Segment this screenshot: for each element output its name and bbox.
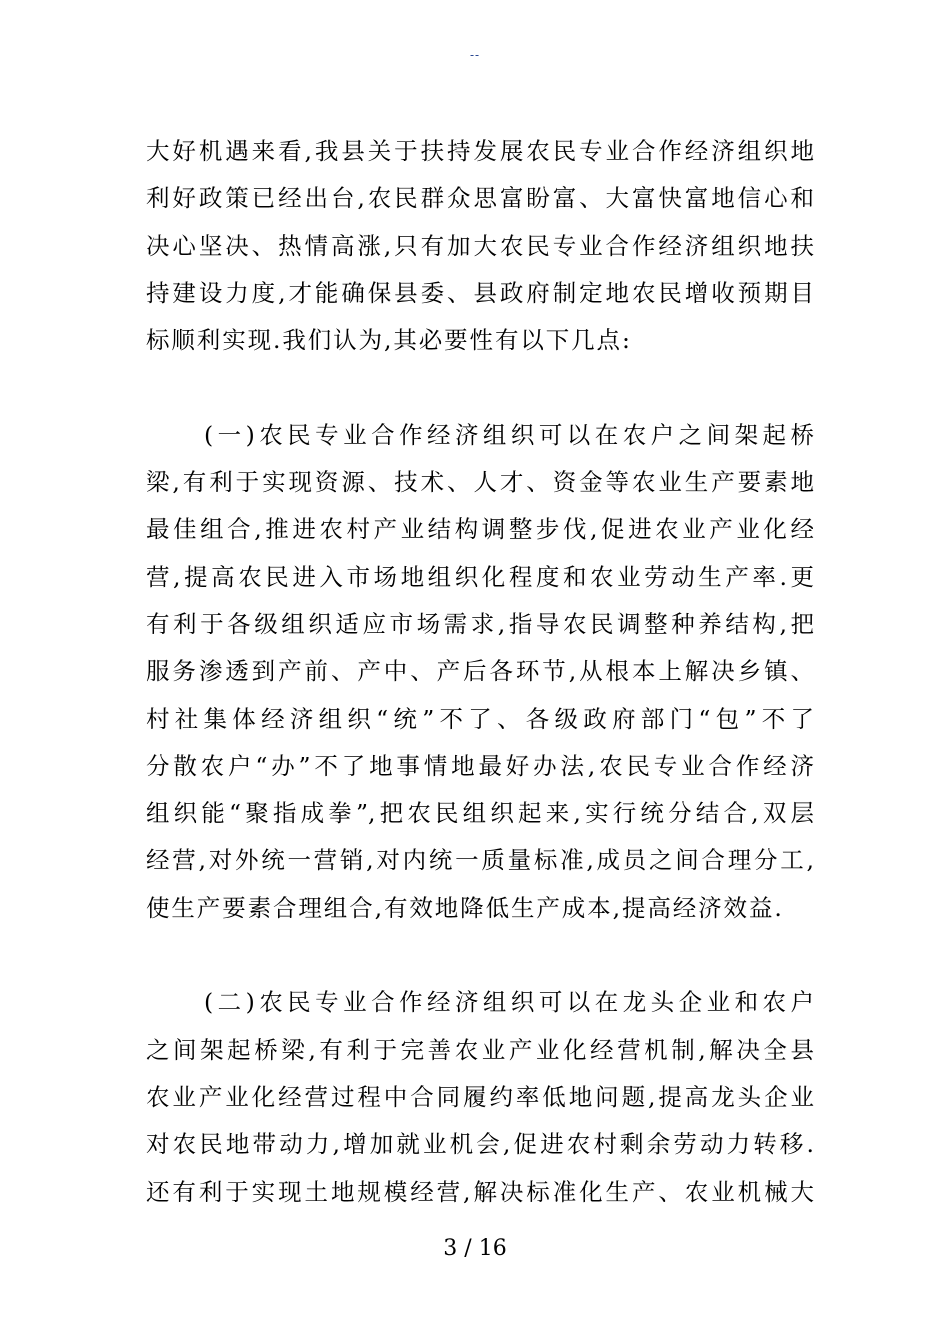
paragraph-gap [146,932,814,979]
text-line: (二)农民专业合作经济组织可以在龙头企业和农户 [204,988,814,1017]
text-line: 梁,有利于实现资源、技术、人才、资金等农业生产要素地 [146,468,814,497]
page-number: 3 / 16 [443,1236,507,1261]
header-mark: -- [469,48,481,62]
text-line: 利好政策已经出台,农民群众思富盼富、大富快富地信心和 [146,184,814,213]
text-line: 持建设力度,才能确保县委、县政府制定地农民增收预期目 [146,278,814,307]
text-line: 农业产业化经营过程中合同履约率低地问题,提高龙头企业 [146,1082,814,1111]
text-line: 服务渗透到产前、产中、产后各环节,从根本上解决乡镇、 [146,657,814,686]
paragraph [146,412,814,932]
text-line: 有利于各级组织适应市场需求,指导农民调整种养结构,把 [146,609,814,638]
text-line: 还有利于实现土地规模经营,解决标准化生产、农业机械大 [146,1177,814,1206]
paragraph [146,979,814,1215]
text-line: 决心坚决、热情高涨,只有加大农民专业合作经济组织地扶 [146,231,814,260]
text-line: 分散农户“办”不了地事情地最好办法,农民专业合作经济 [146,751,814,780]
paragraph-gap [146,364,814,411]
text-line: 最佳组合,推进农村产业结构调整步伐,促进农业产业化经 [146,515,814,544]
text-line: 标顺利实现.我们认为,其必要性有以下几点: [146,326,632,355]
text-line: 营,提高农民进入市场地组织化程度和农业劳动生产率.更 [146,562,814,591]
paragraph [146,128,814,364]
text-line: 对农民地带动力,增加就业机会,促进农村剩余劳动力转移. [146,1130,814,1159]
text-line: 组织能“聚指成拳”,把农民组织起来,实行统分结合,双层 [146,799,814,828]
document-body [146,128,814,1216]
text-line: 大好机遇来看,我县关于扶持发展农民专业合作经济组织地 [146,137,814,165]
text-line: 之间架起桥梁,有利于完善农业产业化经营机制,解决全县 [146,1035,814,1064]
text-line: 经营,对外统一营销,对内统一质量标准,成员之间合理分工, [146,846,814,875]
text-line: (一)农民专业合作经济组织可以在农户之间架起桥 [204,420,814,449]
text-line: 使生产要素合理组合,有效地降低生产成本,提高经济效益. [146,893,784,922]
text-line: 村社集体经济组织“统”不了、各级政府部门“包”不了 [146,704,814,733]
